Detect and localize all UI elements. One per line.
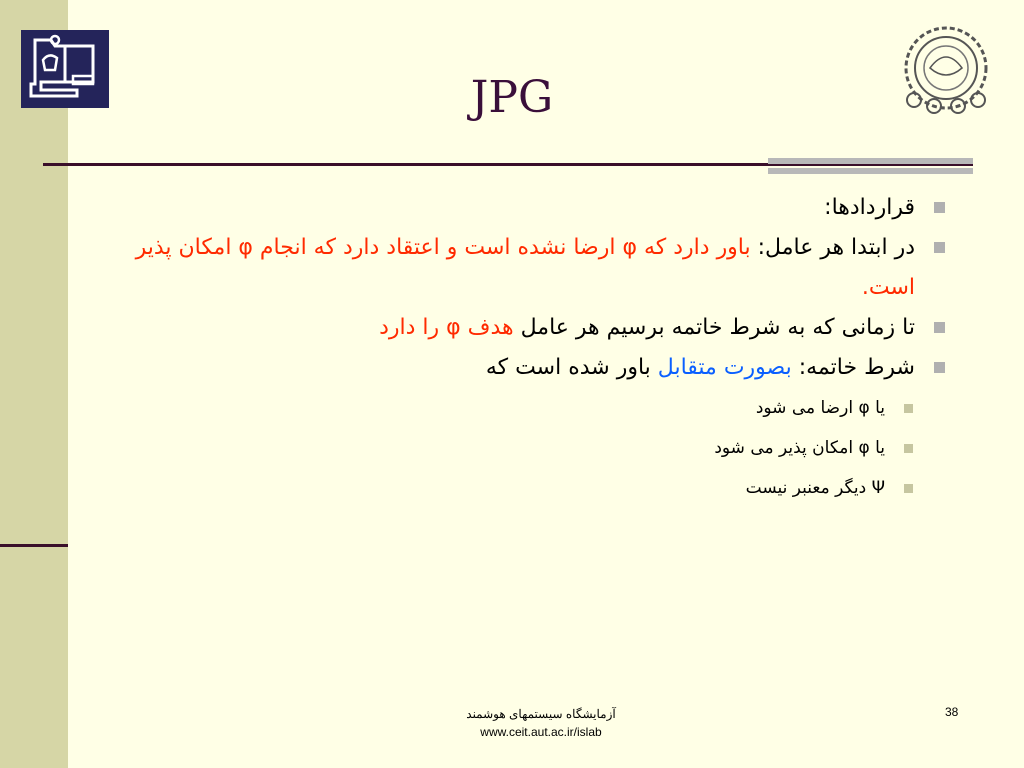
bullet-text: تا زمانی که به شرط خاتمه برسیم هر عامل: [513, 315, 915, 340]
bullet-initial-state: [100, 228, 945, 308]
sub-bullet-invalid: [100, 468, 945, 508]
square-bullet-icon: [934, 362, 945, 373]
bullet-text-tail: باور شده است که: [485, 355, 658, 380]
square-sub-bullet-icon: [904, 444, 913, 453]
square-bullet-icon: [934, 202, 945, 213]
square-bullet-icon: [934, 322, 945, 333]
footer-url: www.ceit.aut.ac.ir/islab: [480, 725, 602, 739]
slide-content: [100, 188, 945, 508]
title-accent-bar-bottom: [768, 168, 973, 174]
bullet-text: قراردادها:: [824, 195, 915, 220]
bullet-goal: [100, 308, 945, 348]
footer: [420, 705, 662, 741]
bullet-text-highlight: باور دارد که φ ارضا نشده است و اعتقاد دارد که انجام φ امکان پذیر است.: [135, 235, 915, 300]
sub-bullet-text: Ψ دیگر معنبر نیست: [745, 478, 885, 498]
square-bullet-icon: [934, 242, 945, 253]
sub-bullet-possible: [100, 428, 945, 468]
slide-title: JPG: [470, 72, 554, 123]
bullet-termination: [100, 348, 945, 388]
sub-bullet-text: یا φ ارضا می شود: [755, 398, 885, 418]
page-number: 38: [945, 705, 959, 719]
sub-bullet-text: یا φ امکان پذیر می شود: [714, 438, 885, 458]
bullet-text: در ابتدا هر عامل:: [750, 235, 915, 260]
square-sub-bullet-icon: [904, 484, 913, 493]
left-band-divider: [0, 544, 68, 547]
bullet-conventions: [100, 188, 945, 228]
sub-bullet-satisfied: [100, 388, 945, 428]
bullet-text: شرط خاتمه:: [791, 355, 915, 380]
footer-lab-name: آزمایشگاه سیستمهای هوشمند: [466, 707, 616, 721]
bullet-text-highlight: هدف φ را دارد: [379, 315, 514, 340]
title-accent-bar-top: [768, 158, 973, 164]
bullet-text-highlight: بصورت متقابل: [657, 355, 792, 380]
square-sub-bullet-icon: [904, 404, 913, 413]
